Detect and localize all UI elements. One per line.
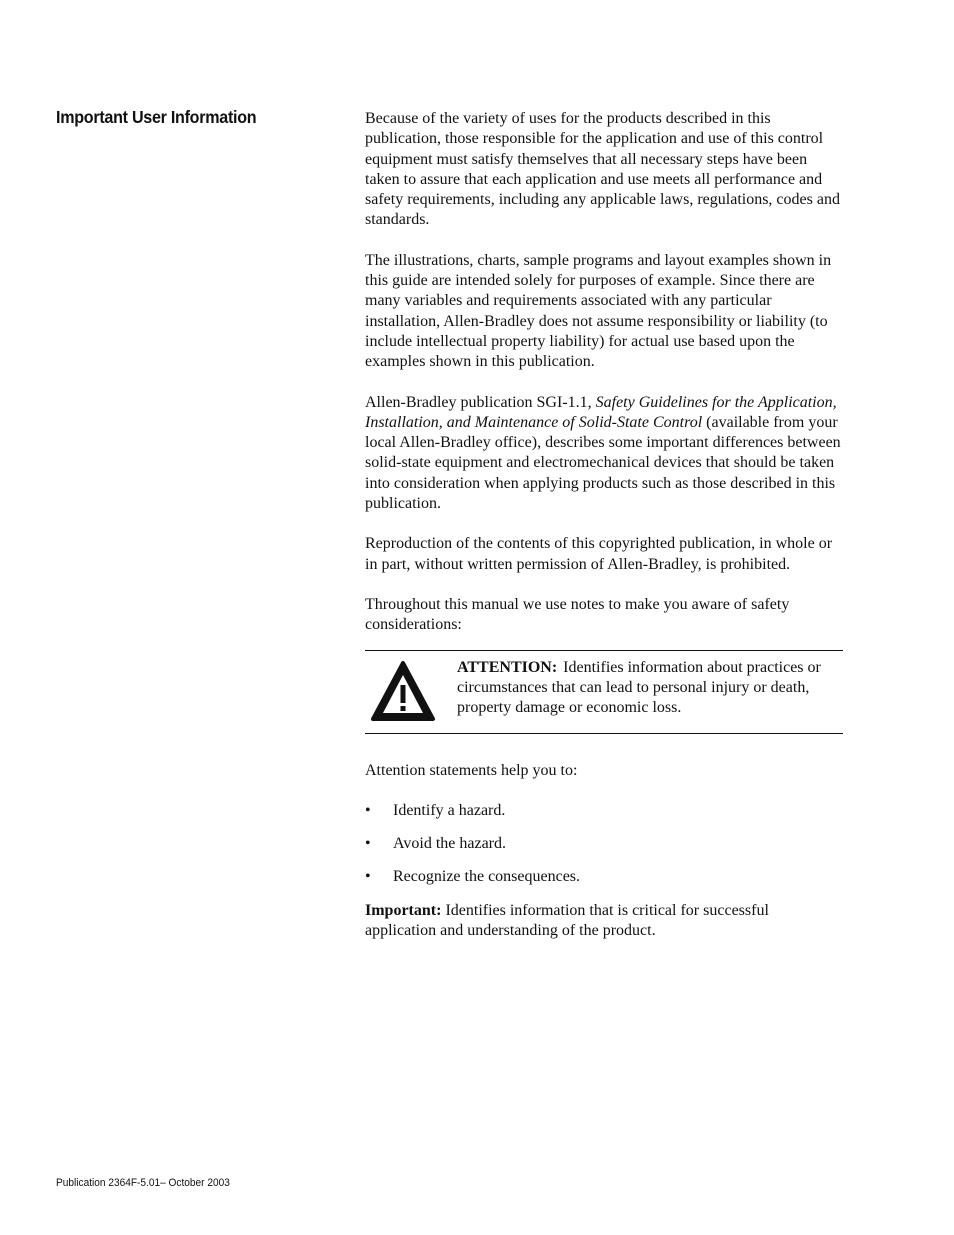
section-heading: Important User Information — [56, 107, 257, 127]
paragraph-usage: Because of the variety of uses for the products described in this publication, those responsible for the application and use of this control equipment must satisfy themselves that all necessary steps have been taken to assure that each application and use meets all performance and safety requirements, including any applicable laws, regulations, codes and standards. — [365, 110, 840, 229]
sgi-text-post: (available from your local Allen-Bradley office), describes some important differences between solid-state equipment and electromechanical devices that should be taken into consideration when applying products such as those described in this publication. — [365, 413, 841, 513]
paragraph-safety-notes: Throughout this manual we use notes to make you aware of safety considerations: — [365, 595, 790, 634]
attention-text — [457, 658, 837, 719]
attention-statements-intro: Attention statements help you to: — [365, 761, 578, 779]
list-item-text: Recognize the consequences. — [393, 868, 581, 886]
list-item — [365, 867, 843, 887]
important-description: Identifies information that is critical for successful application and understanding of the product. — [365, 901, 769, 940]
important-label: Important: — [365, 901, 442, 919]
list-item — [365, 834, 843, 854]
warning-triangle-icon — [369, 659, 437, 723]
important-note — [365, 901, 843, 942]
sgi-title: Safety Guidelines for the Application, Installation, and Maintenance of Solid-State Control — [365, 393, 837, 431]
paragraph-illustrations: The illustrations, charts, sample programs and layout examples shown in this guide are intended solely for purposes of example. Since there are many variables and requirements associated with any particular installation, Allen-Bradley does not assume responsibility or liability (to include intellectual property liability) for actual use based upon the examples shown in this publication. — [365, 251, 832, 371]
publication-footer: Publication 2364F-5.01– October 2003 — [56, 1177, 230, 1189]
hazard-list — [365, 801, 843, 888]
list-item — [365, 801, 843, 821]
paragraph-reproduction: Reproduction of the contents of this copyrighted publication, in whole or in part, without written permission of Allen-Bradley, is prohibited. — [365, 535, 833, 573]
list-item-text: Identify a hazard. — [393, 801, 506, 819]
paragraph-safety-guidelines — [365, 393, 843, 515]
bullet-icon: • — [365, 801, 371, 819]
attention-description: Identifies information about practices or circumstances that can lead to personal injury or death, property damage or economic loss. — [457, 658, 821, 717]
attention-label: ATTENTION: — [457, 658, 558, 676]
list-item-text: Avoid the hazard. — [393, 835, 506, 853]
main-content — [365, 109, 843, 961]
bullet-icon: • — [365, 868, 371, 886]
attention-box — [365, 650, 843, 734]
bullet-icon: • — [365, 835, 371, 853]
sgi-text-pre: Allen-Bradley publication SGI-1.1, — [365, 393, 596, 411]
